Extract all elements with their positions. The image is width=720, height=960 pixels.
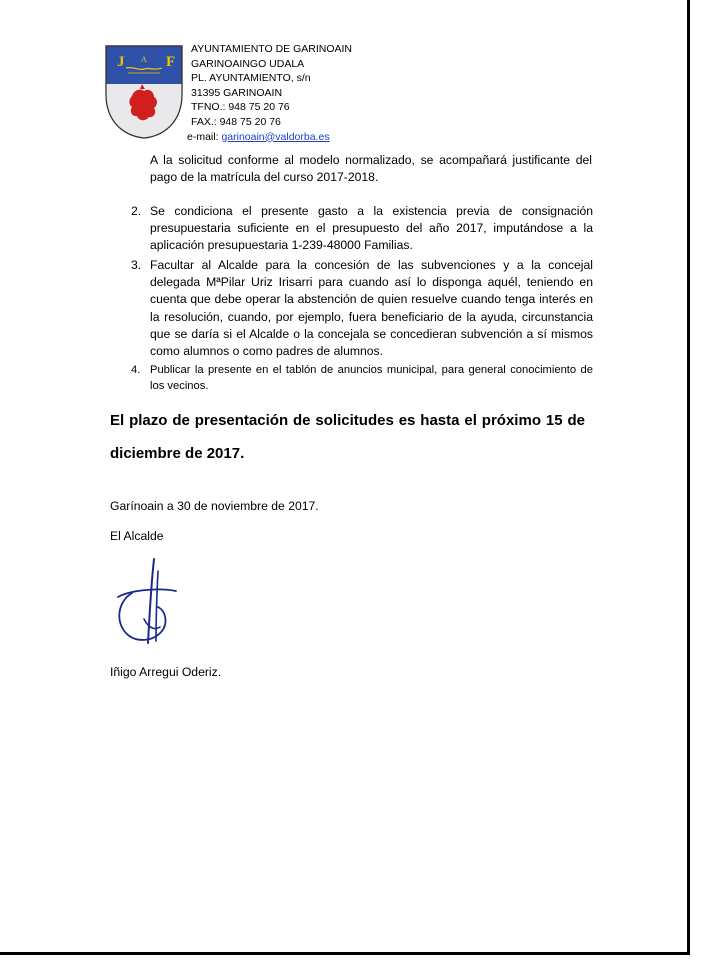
- date-line: Garínoain a 30 de noviembre de 2017.: [110, 499, 319, 513]
- list-item-number: 2.: [131, 204, 142, 218]
- handwritten-signature: [110, 557, 180, 649]
- list-item-text: Se condiciona el presente gasto a la existencia previa de consignación presupuestaria suficiente en el presupuesto del año 2017, imputándose a la aplicación presupuestaria 1-239-48000 Familias.: [150, 204, 593, 253]
- crest-letter-left: J: [117, 54, 125, 70]
- email-label: e-mail:: [187, 130, 219, 143]
- page-border-right: [687, 0, 690, 955]
- letterhead-line-1: AYUNTAMIENTO DE GARINOAIN: [191, 43, 353, 55]
- letterhead-email-row: [187, 130, 352, 145]
- letterhead-line-4: 31395 GARINOAIN: [191, 86, 283, 99]
- letterhead-line-2: GARINOAINGO UDALA: [191, 57, 305, 70]
- letterhead-line-5: TFNO.: 948 75 20 76: [191, 101, 290, 114]
- signer-title: El Alcalde: [110, 529, 164, 543]
- letterhead-line-3: PL. AYUNTAMIENTO, s/n: [191, 72, 311, 85]
- municipal-crest-logo: [104, 44, 184, 140]
- deadline-notice: El plazo de presentación de solicitudes es hasta el próximo 15 de diciembre de 2017.: [110, 412, 585, 462]
- intro-paragraph: A la solicitud conforme al modelo normalizado, se acompañará justificante del pago de la matrícula del curso 2017-2018.: [150, 153, 592, 185]
- list-item-number: 3.: [131, 258, 142, 272]
- crest-letter-right: F: [166, 54, 176, 70]
- email-link[interactable]: garinoain@valdorba.es: [221, 130, 330, 143]
- list-item-text: Publicar la presente en el tablón de anuncios municipal, para general conocimiento de los vecinos.: [150, 364, 593, 392]
- list-item-number: 4.: [131, 364, 141, 376]
- signer-name: Iñigo Arregui Oderiz.: [110, 665, 222, 679]
- list-item-text: Facultar al Alcalde para la concesión de las subvenciones y a la concejal delegada MªPilar Uriz Irisarri para cuando así lo disponga aquél, teniendo en cuenta que debe operar la abstención de quien resuelve cuando tenga interés en la resolución, cuando, por ejemplo, fuera beneficiario de la ayuda, circunstancia que se daría si el Alcalde o la concejala se concedieran subvención a sí mismos como alumnos o como padres de alumnos.: [150, 258, 593, 359]
- letterhead-line-6: FAX.: 948 75 20 76: [191, 115, 281, 128]
- crest-letter-center: A: [141, 55, 147, 64]
- page-border-bottom: [0, 952, 690, 955]
- letterhead: [187, 42, 353, 144]
